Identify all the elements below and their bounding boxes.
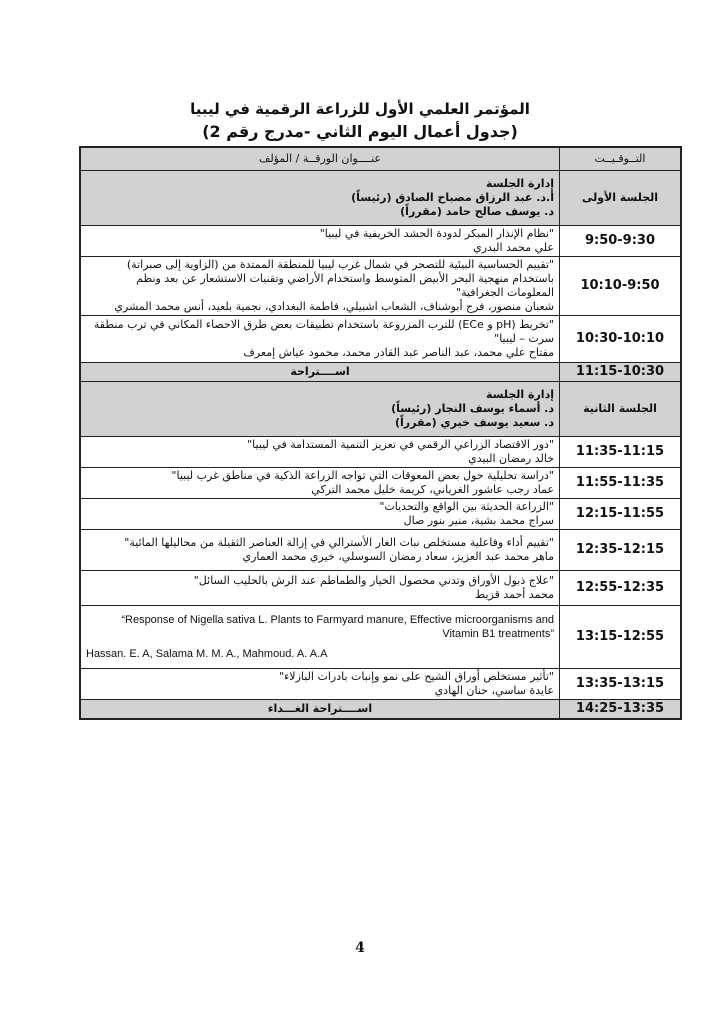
paper-title: "دور الاقتصاد الزراعي الرقمي في تعزيز التنمية المستدامة في ليبيا"	[247, 438, 554, 451]
paper-authors: محمد أحمد قزيط	[475, 588, 554, 601]
table-row	[80, 226, 681, 257]
paper-cell	[80, 571, 560, 606]
paper-authors: مفتاح علي محمد، عبد الناصر عبد القادر محمد، محمود عياش إمعرف	[243, 346, 554, 359]
table-row	[80, 257, 681, 316]
paper-cell	[80, 257, 560, 316]
paper-time: 9:50-9:30	[560, 226, 682, 257]
paper-time: 13:15-12:55	[560, 606, 682, 669]
session-2-label: الجلسة الثانية	[560, 382, 682, 437]
paper-title: “Response of Nigella sativa L. Plants to Farmyard manure, Effective microorganisms and Vitamin B1 treatments”	[121, 614, 554, 640]
paper-authors: سراج محمد بشية، منير بنور صال	[403, 514, 554, 527]
paper-cell	[80, 499, 560, 530]
session-1-row	[80, 171, 681, 226]
document-subtitle: (جدول أعمال اليوم الثاني -مدرج رقم 2)	[202, 122, 518, 141]
table-row	[80, 530, 681, 571]
break-time: 14:25-13:35	[560, 700, 682, 720]
paper-cell	[80, 316, 560, 363]
paper-title: "تخريط (pH و ECe) للترب المزروعة باستخدام تطبيقات بعض طرق الاحصاء المكاني في ترب منطقة سرت – ليبيا"	[93, 318, 554, 345]
table-header-row	[80, 147, 681, 171]
paper-time: 12:55-12:35	[560, 571, 682, 606]
paper-authors: عماد رجب عاشور الغرياني، كريمة خليل محمد التركي	[311, 483, 554, 496]
paper-cell	[80, 530, 560, 571]
table-row	[80, 571, 681, 606]
table-row	[80, 669, 681, 700]
break-row	[80, 363, 681, 382]
table-row	[80, 499, 681, 530]
paper-title: "تقييم الحساسية البيئية للتصحر في شمال غرب ليبيا للمنطقة الممتدة من (الزاوية إلى صبراتة) باستخدام منهجية البحر الأبيض المتوسط واستخدام الأراضي وتقنيات الاستشعار عن بعد ونظم المعلومات الجغرافية"	[126, 258, 554, 299]
paper-time: 12:15-11:55	[560, 499, 682, 530]
header-content: عنــــوان الورقــة / المؤلف	[80, 147, 560, 171]
paper-authors: خالد رمضان البيدي	[468, 452, 554, 465]
paper-authors: عايدة ساسي، حنان الهادي	[434, 684, 554, 697]
session-1-chair-1: أ.د. عبد الرزاق مصباح الصادق (رئيساً)	[351, 191, 554, 204]
paper-time: 11:35-11:15	[560, 437, 682, 468]
paper-time: 11:55-11:35	[560, 468, 682, 499]
break-label: اســــتراحة الغـــداء	[80, 700, 560, 720]
paper-time: 10:30-10:10	[560, 316, 682, 363]
paper-title: "تقييم أداء وفاعلية مستخلص نبات الغار الأسترالي في إزالة العناصر الثقيلة من محاليلها المائية"	[124, 536, 554, 549]
table-row	[80, 437, 681, 468]
paper-title: "نظام الإنذار المبكر لدودة الحشد الخريفية في ليبيا"	[319, 227, 554, 240]
session-2-chairs	[80, 382, 560, 437]
schedule-table	[79, 146, 682, 720]
table-row	[80, 316, 681, 363]
header-time: التــوقـيــت	[560, 147, 682, 171]
paper-time: 10:10-9:50	[560, 257, 682, 316]
paper-authors: شعبان منصور، فرج أبوشناف، الشعاب اشبيلي، فاطمة البغدادي، نجمية بلعيد، أنس محمد المشري	[114, 300, 554, 313]
session-2-chair-title: إدارة الجلسة	[485, 388, 554, 401]
table-row	[80, 468, 681, 499]
paper-authors: علي محمد البدري	[473, 241, 554, 254]
paper-title: "تأثير مستخلص أوراق الشيح على نمو وإنبات بادرات البازلاء"	[279, 670, 554, 683]
paper-title: "دراسة تحليلية حول بعض المعوقات التي تواجه الزراعة الذكية في مناطق غرب ليبيا"	[171, 469, 554, 482]
paper-time: 12:35-12:15	[560, 530, 682, 571]
session-1-chair-2: د. يوسف صالح حامد (مقرراً)	[400, 205, 554, 218]
paper-cell	[80, 468, 560, 499]
paper-authors: ماهر محمد عبد العزيز، سعاد رمضان السوسلي، خيري محمد العماري	[242, 550, 554, 563]
session-1-chairs	[80, 171, 560, 226]
session-1-label: الجلسة الأولى	[560, 171, 682, 226]
paper-time: 13:35-13:15	[560, 669, 682, 700]
paper-cell	[80, 606, 560, 669]
session-1-chair-title: إدارة الجلسة	[485, 177, 554, 190]
paper-cell	[80, 669, 560, 700]
paper-title: "الزراعة الحديثة بين الواقع والتحديات"	[379, 500, 554, 513]
session-2-row	[80, 382, 681, 437]
paper-title: "علاج ذبول الأوراق وتدني محصول الخيار والطماطم عند الرش بالحليب السائل"	[193, 574, 554, 587]
paper-cell	[80, 226, 560, 257]
break-label: اســــتراحة	[80, 363, 560, 382]
paper-cell	[80, 437, 560, 468]
table-row	[80, 606, 681, 669]
break-time: 11:15-10:30	[560, 363, 682, 382]
session-2-chair-2: د. سعيد يوسف خيري (مقرراً)	[394, 416, 554, 429]
break-row	[80, 700, 681, 720]
paper-authors: Hassan. E. A, Salama M. M. A., Mahmoud. A. A.A	[86, 648, 328, 660]
session-2-chair-1: د. أسماء يوسف النجار (رئيساً)	[391, 402, 554, 415]
page-number: 4	[355, 940, 365, 956]
document-title: المؤتمر العلمي الأول للزراعة الرقمية في ليبيا	[190, 100, 530, 118]
